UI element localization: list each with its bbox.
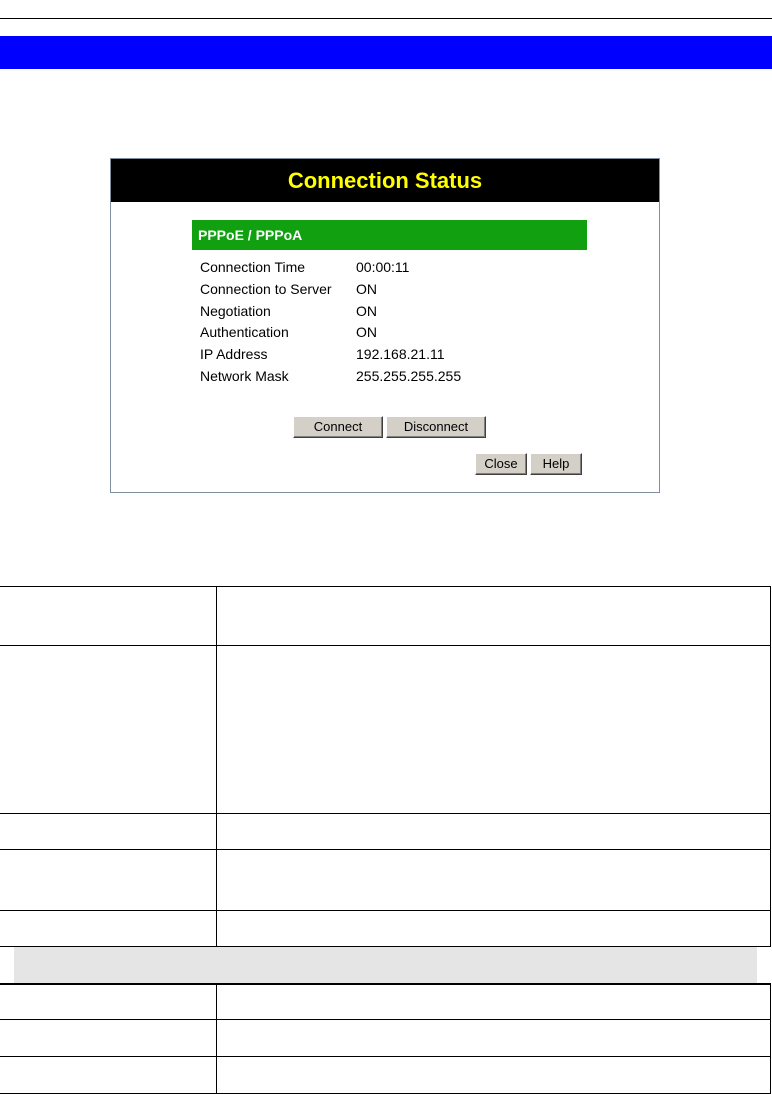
connection-status-dialog [110, 158, 660, 493]
dialog-title: Connection Status [111, 159, 659, 202]
header-rule [0, 18, 772, 19]
pppoe-section-header: PPPoE / PPPoA [192, 220, 587, 250]
table-section-bar [14, 947, 757, 983]
status-value: 00:00:11 [356, 259, 410, 275]
status-label: Negotiation [200, 303, 271, 319]
table-row-border [0, 1019, 771, 1020]
status-label: Network Mask [200, 368, 289, 384]
status-value: ON [356, 281, 377, 297]
status-label: Authentication [200, 324, 289, 340]
table-row-border [0, 586, 771, 587]
status-label: Connection to Server [200, 281, 332, 297]
table-row-border [0, 983, 771, 985]
status-value: 255.255.255.255 [356, 368, 462, 384]
help-button[interactable]: Help [530, 453, 582, 475]
status-label: Connection Time [200, 259, 306, 275]
table-column-divider [216, 586, 217, 946]
table-row-border [0, 813, 771, 814]
chapter-header-band [0, 36, 772, 69]
table-row-border [0, 1056, 771, 1057]
status-label: IP Address [200, 346, 268, 362]
table-row-border [0, 849, 771, 850]
table-right-border [770, 983, 771, 1094]
status-value: ON [356, 303, 377, 319]
connect-button[interactable]: Connect [293, 416, 383, 438]
table-right-border [770, 586, 771, 946]
table-column-divider [216, 983, 217, 1094]
status-value: ON [356, 324, 377, 340]
table-row-border [0, 910, 771, 911]
disconnect-button[interactable]: Disconnect [386, 416, 486, 438]
close-button[interactable]: Close [475, 453, 527, 475]
status-value: 192.168.21.11 [356, 346, 445, 362]
table-row-border [0, 645, 771, 646]
